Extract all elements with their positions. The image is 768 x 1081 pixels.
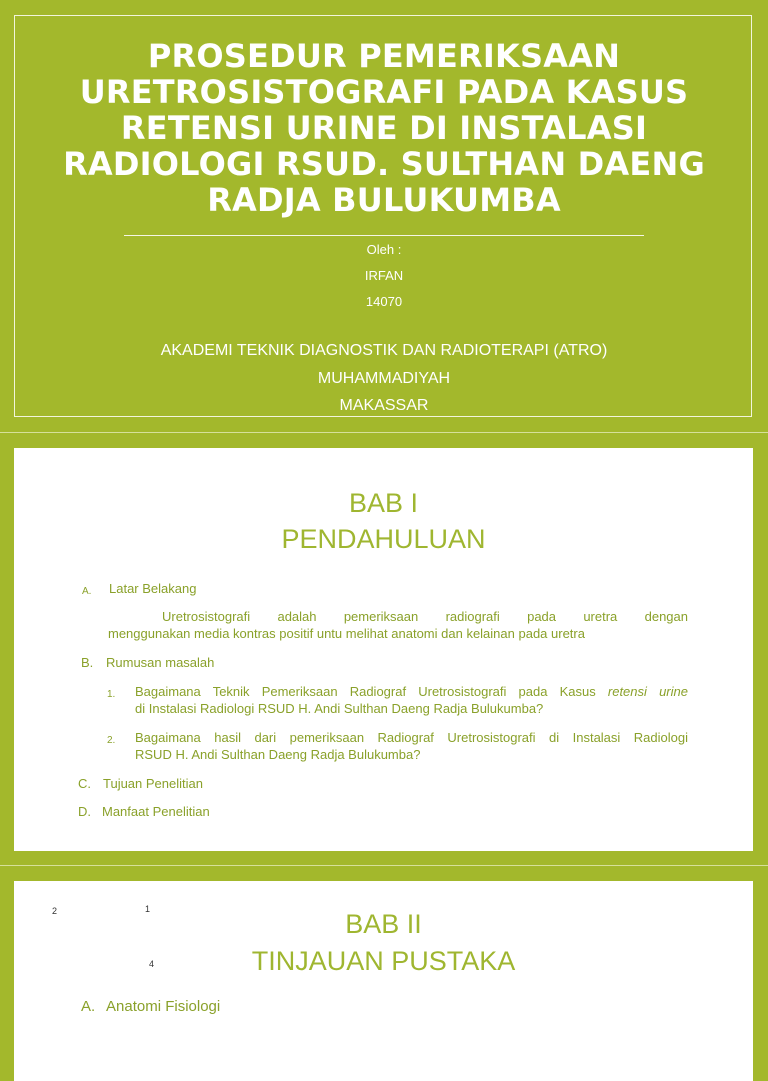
slide-content-card <box>14 881 753 1081</box>
list-item-line: Bagaimana hasil dari pemeriksaan Radiograf Uretrosistografi di Instalasi Radiologi <box>135 730 688 745</box>
chapter-number: BAB II <box>345 909 422 939</box>
chapter-one-slide <box>0 433 768 865</box>
author-id: 14070 <box>365 294 403 309</box>
title-line: RADJA BULUKUMBA <box>207 181 561 219</box>
list-marker: B. <box>81 655 94 670</box>
institution-line: MUHAMMADIYAH <box>317 370 451 387</box>
list-item-line: di Instalasi Radiologi RSUD H. Andi Sulthan Daeng Radja Bulukumba? <box>135 701 544 716</box>
slide-title <box>60 38 708 218</box>
list-marker: A. <box>81 998 96 1015</box>
figure-label: 4 <box>149 959 155 969</box>
chapter-title: TINJAUAN PUSTAKA <box>251 946 516 976</box>
section-label: Latar Belakang <box>109 581 197 596</box>
list-marker: 2. <box>107 735 116 746</box>
title-line: RADIOLOGI RSUD. SULTHAN DAENG <box>63 145 705 183</box>
figure-label: 1 <box>145 904 151 914</box>
list-marker: D. <box>78 804 91 819</box>
figure-label: 2 <box>52 906 58 916</box>
list-item-emphasis: retensi urine <box>607 684 688 699</box>
list-item-line <box>135 683 688 700</box>
title-slide <box>0 0 768 432</box>
paragraph-line: Uretrosistografi adalah pemeriksaan radiografi pada uretra dengan <box>162 609 688 624</box>
title-divider <box>124 235 644 236</box>
paragraph-line: menggunakan media kontras positif untu melihat anatomi dan kelainan pada uretra <box>108 626 585 641</box>
chapter-two-slide <box>0 866 768 1024</box>
list-marker: A. <box>82 586 92 597</box>
author-name: IRFAN <box>364 268 404 283</box>
section-label: Manfaat Penelitian <box>102 804 210 819</box>
section-label: Anatomi Fisiologi <box>106 998 221 1015</box>
list-item-line: RSUD H. Andi Sulthan Daeng Radja Bulukumba? <box>135 747 421 762</box>
section-label: Rumusan masalah <box>106 655 215 670</box>
list-marker: C. <box>78 776 91 791</box>
title-line: URETROSISTOGRAFI PADA KASUS <box>79 73 689 111</box>
section-label: Tujuan Penelitian <box>103 776 203 791</box>
list-item-text: Bagaimana Teknik Pemeriksaan Radiograf Uretrosistografi pada Kasus <box>135 684 596 699</box>
title-line: RETENSI URINE DI INSTALASI <box>120 109 648 147</box>
institution-line: MAKASSAR <box>339 397 429 414</box>
author-label: Oleh : <box>366 242 402 257</box>
slide-content-card <box>14 448 753 851</box>
list-marker: 1. <box>107 689 116 700</box>
chapter-number: BAB I <box>348 488 419 518</box>
institution-line: AKADEMI TEKNIK DIAGNOSTIK DAN RADIOTERAPI (ATRO) <box>160 342 608 359</box>
title-line: PROSEDUR PEMERIKSAAN <box>147 37 621 75</box>
chapter-title: PENDAHULUAN <box>281 524 486 554</box>
